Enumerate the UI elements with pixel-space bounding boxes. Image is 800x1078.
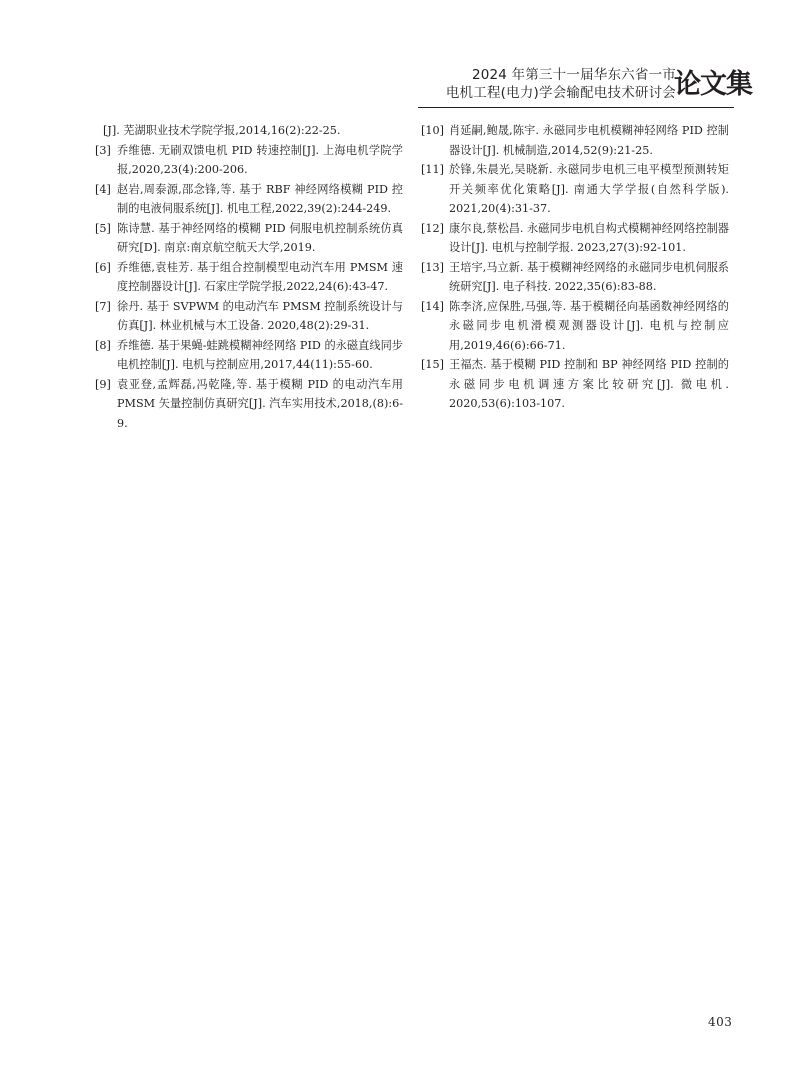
references-left-column — [95, 121, 403, 433]
reference-item — [421, 297, 729, 356]
reference-text: 康尔良,蔡松昌. 永磁同步电机自构式模糊神经网络控制器设计[J]. 电机与控制学报. 2023,27(3):92-101. — [449, 221, 729, 254]
reference-number: [11] — [421, 163, 444, 176]
reference-text: 袁亚登,孟辉磊,冯乾隆,等. 基于模糊 PID 的电动汽车用 PMSM 矢量控制仿真研究[J]. 汽车实用技术,2018,(8):6-9. — [117, 377, 403, 430]
reference-number: [14] — [421, 299, 444, 313]
conference-title-line2: 电机工程(电力)学会输配电技术研讨会 — [445, 85, 676, 101]
reference-number: [8] — [95, 338, 111, 352]
reference-number: [10] — [421, 124, 444, 137]
reference-number: [5] — [95, 221, 111, 235]
reference-text: [J]. 芜湖职业技术学院学报,2014,16(2):22-25. — [103, 124, 341, 137]
reference-text: 乔维德. 无刷双馈电机 PID 转速控制[J]. 上海电机学院学报,2020,23(4):200-206. — [117, 143, 403, 176]
reference-text: 乔维德. 基于果蝇-蛙跳模糊神经网络 PID 的永磁直线同步电机控制[J]. 电机与控制应用,2017,44(11):55-60. — [117, 338, 403, 371]
reference-number: [7] — [95, 299, 111, 313]
conference-title — [426, 66, 676, 102]
reference-item — [95, 121, 403, 141]
reference-text: 王培宇,马立新. 基于模糊神经网络的永磁同步电机伺服系统研究[J]. 电子科技. 2022,35(6):83-88. — [449, 260, 729, 293]
proceedings-label: 论文集 — [674, 69, 752, 100]
reference-text: 徐丹. 基于 SVPWM 的电动汽车 PMSM 控制系统设计与仿真[J]. 林业机械与木工设备. 2020,48(2):29-31. — [117, 299, 403, 332]
conference-title-line1: 2024 年第三十一届华东六省一市 — [471, 67, 676, 83]
reference-item — [421, 355, 729, 414]
reference-text: 王福杰. 基于模糊 PID 控制和 BP 神经网络 PID 控制的永磁同步电机调速方案比较研究[J]. 微电机. 2020,53(6):103-107. — [449, 358, 729, 410]
reference-item — [95, 297, 403, 336]
reference-number: [12] — [421, 221, 444, 235]
reference-text: 陈李济,应保胜,马强,等. 基于模糊径向基函数神经网络的永磁同步电机滑模观测器设计[J]. 电机与控制应用,2019,46(6):66-71. — [449, 299, 729, 352]
reference-item — [95, 219, 403, 258]
reference-item — [95, 258, 403, 297]
reference-item — [421, 219, 729, 258]
reference-text: 乔维德,袁桂芳. 基于组合控制模型电动汽车用 PMSM 速度控制器设计[J]. 石家庄学院学报,2022,24(6):43-47. — [117, 260, 403, 293]
reference-number: [13] — [421, 260, 444, 274]
reference-number: [4] — [95, 182, 111, 196]
reference-item — [95, 180, 403, 219]
reference-item — [421, 121, 729, 160]
reference-text: 陈诗慧. 基于神经网络的模糊 PID 伺服电机控制系统仿真研究[D]. 南京:南京航空航天大学,2019. — [117, 221, 403, 254]
reference-text: 於锋,朱晨光,吴晓新. 永磁同步电机三电平模型预测转矩开关频率优化策略[J]. 南通大学学报(自然科学版). 2021,20(4):31-37. — [449, 163, 729, 215]
reference-item — [421, 258, 729, 297]
reference-text: 肖延嗣,鲍晟,陈宇. 永磁同步电机模糊神轻网络 PID 控制器设计[J]. 机械制造,2014,52(9):21-25. — [449, 124, 729, 157]
reference-text: 赵岩,周泰源,邵念锋,等. 基于 RBF 神经网络模糊 PID 控制的电液伺服系统[J]. 机电工程,2022,39(2):244-249. — [117, 182, 403, 215]
references-right-column — [421, 121, 729, 414]
running-header — [418, 66, 752, 110]
page-number: 403 — [708, 1015, 733, 1029]
reference-number: [3] — [95, 143, 111, 157]
reference-item — [421, 160, 729, 219]
reference-number: [15] — [421, 358, 444, 371]
reference-number: [9] — [95, 377, 111, 391]
reference-item — [95, 336, 403, 375]
reference-item — [95, 375, 403, 434]
reference-item — [95, 141, 403, 180]
header-rule — [418, 107, 734, 108]
reference-number: [6] — [95, 260, 111, 274]
